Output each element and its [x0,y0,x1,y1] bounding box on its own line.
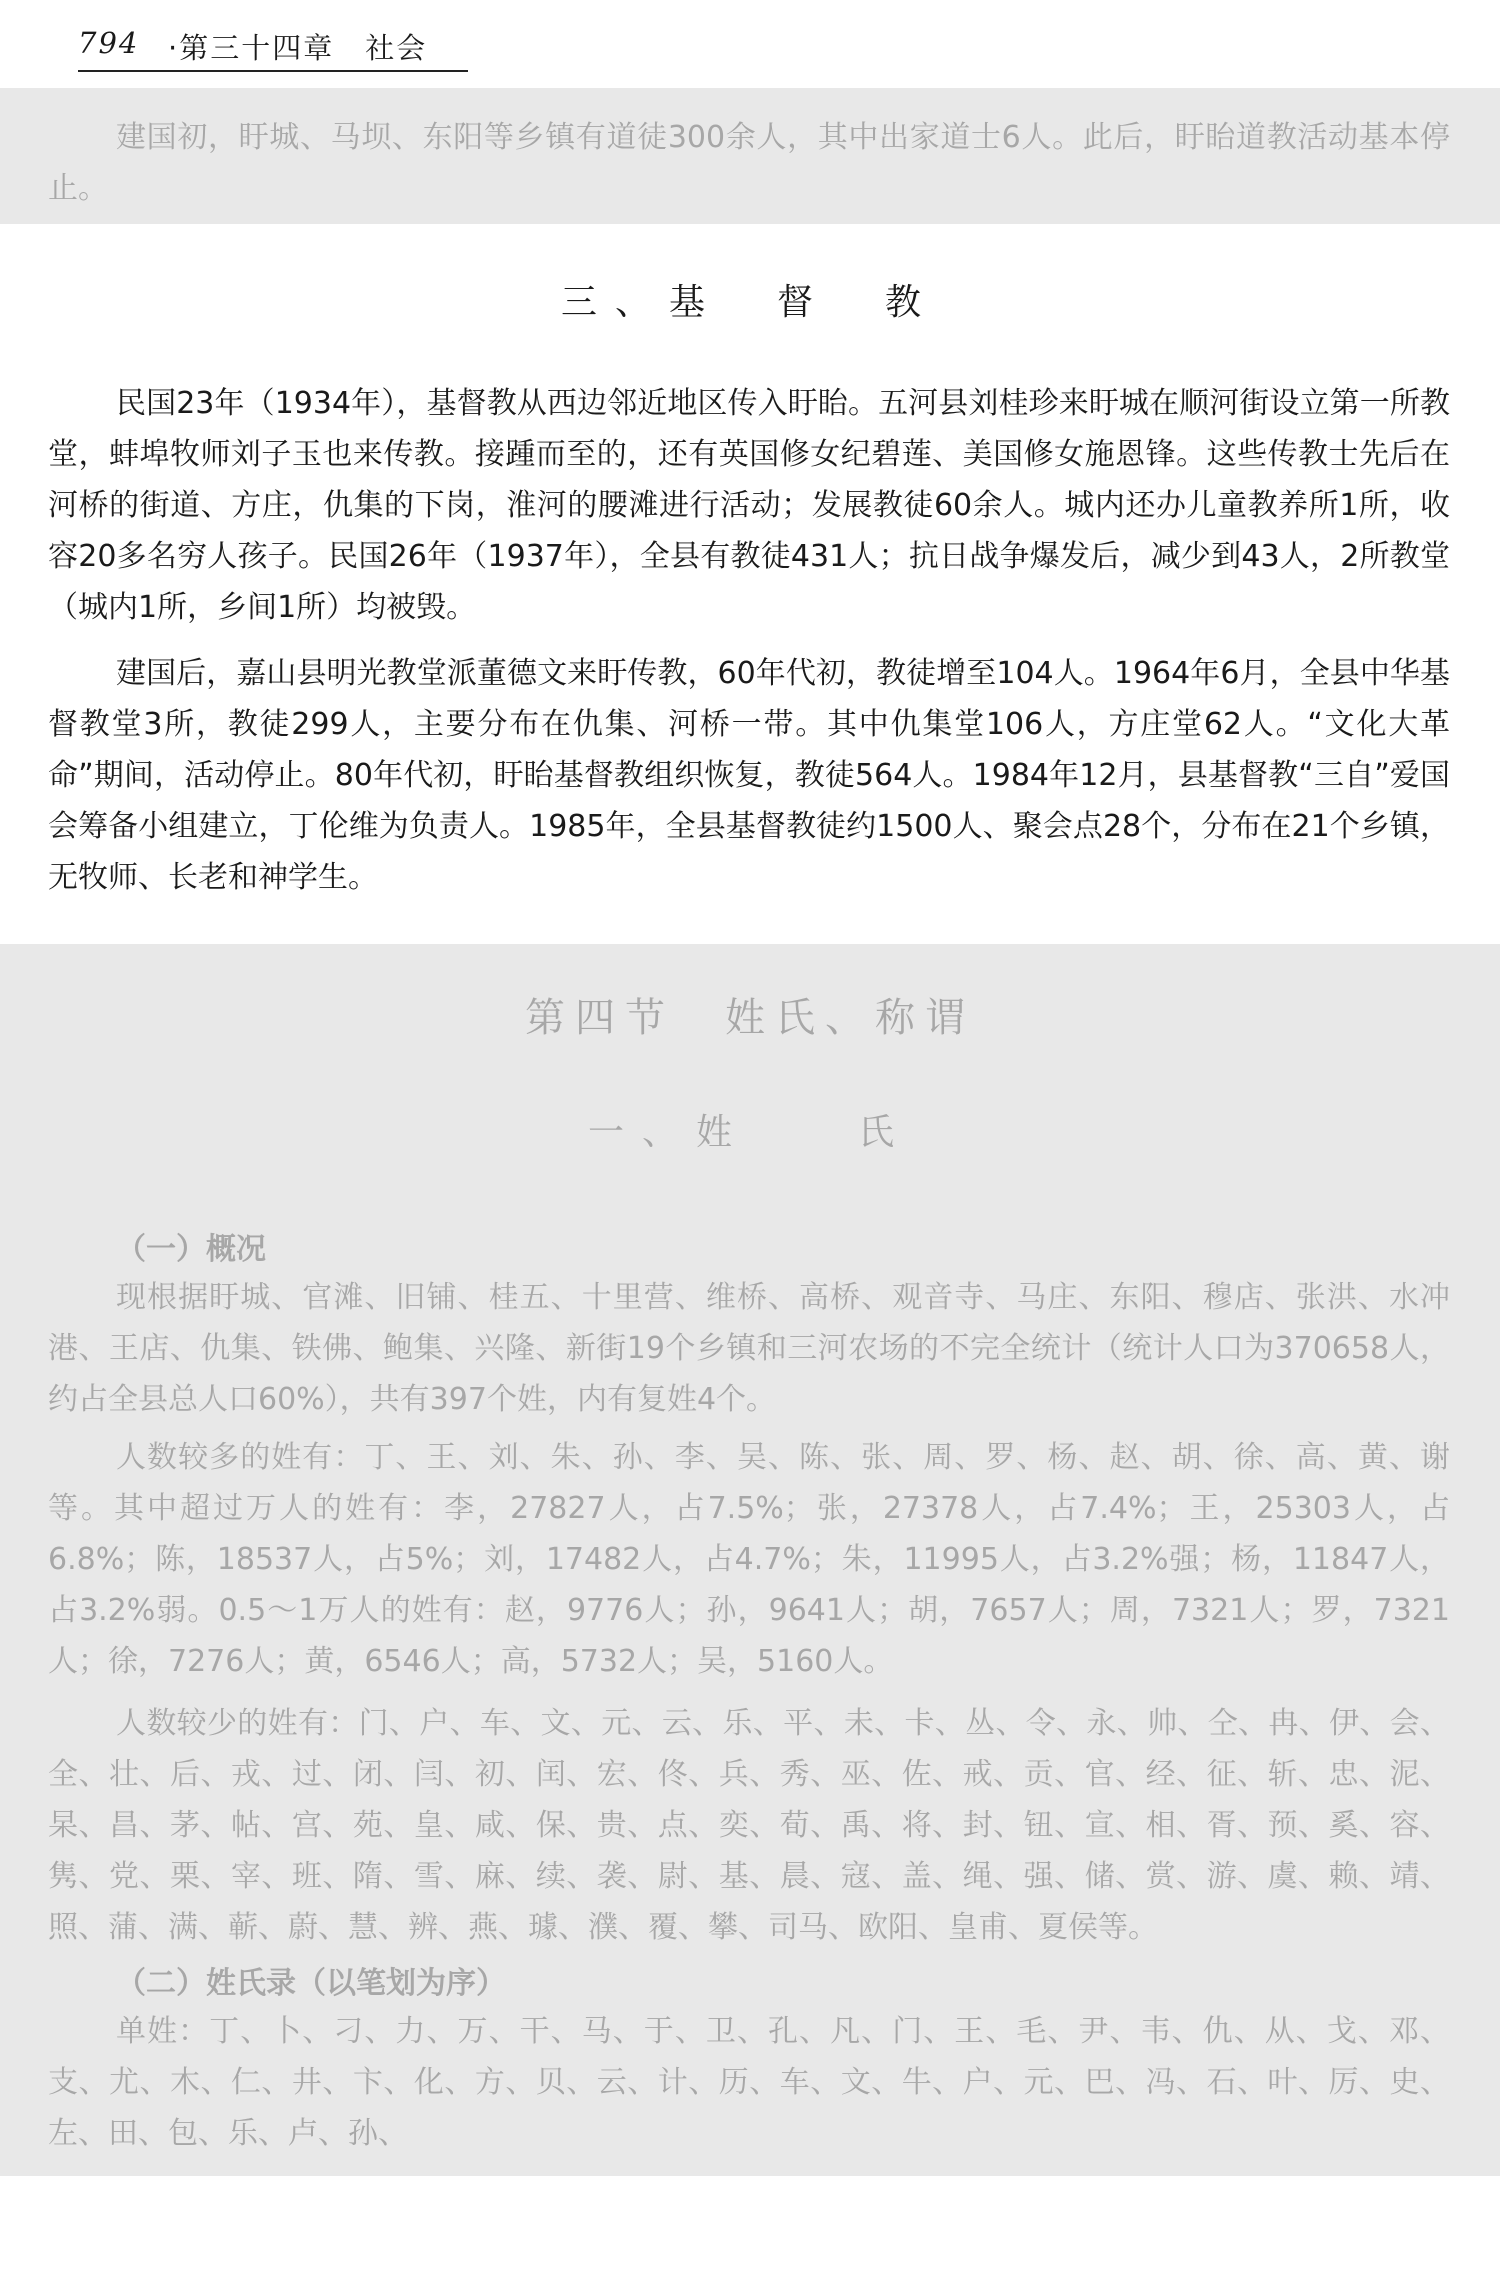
running-head: ·第三十四章 社会 [168,31,428,65]
christianity-heading: 三、基 督 教 [560,282,939,323]
overview-paragraph-2: 人数较多的姓有：丁、王、刘、朱、孙、李、吴、陈、张、周、罗、杨、赵、胡、徐、高、黄、谢等。其中超过万人的姓有：李，27827人，占7.5%；张，27378人，占7.4%；王，25303人，占6.8%；陈，18537人，占5%；刘，17482人，占4.7%；朱，11995人，占3.2%强；杨，11847人，占3.2%弱。0.5～1万人的姓有：赵，9776人；孙，9641人；胡，7657人；周，7321人；罗，7321人；徐，7276人；黄，6546人；高，5732人；吴，5160人。 [48,1440,1451,1679]
overview-paragraph-1: 现根据盱城、官滩、旧铺、桂五、十里营、维桥、高桥、观音寺、马庄、东阳、穆店、张洪、水冲港、王店、仇集、铁佛、鲍集、兴隆、新街19个乡镇和三河农场的不完全统计（统计人口为370658人，约占全县总人口60%），共有397个姓，内有复姓4个。 [48,1280,1450,1417]
christianity-paragraph-1: 民国23年（1934年），基督教从西边邻近地区传入盱眙。五河县刘桂珍来盱城在顺河街设立第一所教堂，蚌埠牧师刘子玉也来传教。接踵而至的，还有英国修女纪碧莲、美国修女施恩锋。这些传教士先后在河桥的街道、方庄，仇集的下岗，淮河的腰滩进行活动；发展教徒60余人。城内还办儿童教养所1所，收容20多名穷人孩子。民国26年（1937年），全县有教徒431人；抗日战争爆发后，减少到43人，2所教堂（城内1所，乡间1所）均被毁。 [48,386,1450,625]
page-header [0,0,1500,88]
faded-band-top [0,88,1500,224]
register-paragraph: 单姓：丁、卜、刁、力、万、干、马、于、卫、孔、凡、门、王、毛、尹、韦、仇、从、戈、邓、支、尤、木、仁、井、卞、化、方、贝、云、计、历、车、文、牛、户、元、巴、冯、石、叶、厉、史、左、田、包、乐、卢、孙、 [48,2014,1450,2151]
register-title: （二）姓氏录（以笔划为序） [116,1966,506,2001]
page-bottom-margin [0,2176,1500,2282]
christianity-paragraph-2: 建国后，嘉山县明光教堂派董德文来盱传教，60年代初，教徒增至104人。1964年6月，全县中华基督教堂3所，教徒299人，主要分布在仇集、河桥一带。其中仇集堂106人，方庄堂62人。“文化大革命”期间，活动停止。80年代初，盱眙基督教组织恢复，教徒564人。1984年12月，县基督教“三自”爱国会筹备小组建立，丁伦维为负责人。1985年，全县基督教徒约1500人、聚会点28个，分布在21个乡镇，无牧师、长老和神学生。 [48,656,1450,895]
taoism-closing-paragraph: 建国初，盱城、马坝、东阳等乡镇有道徒300余人，其中出家道士6人。此后，盱眙道教活动基本停止。 [48,120,1450,206]
page-number: 794 [78,26,140,60]
surname-subheading: 一、姓 氏 [587,1112,912,1153]
section4-heading: 第四节 姓氏、称谓 [525,995,975,1041]
overview-paragraph-3: 人数较少的姓有：门、户、车、文、元、云、乐、平、未、卡、丛、令、永、帅、仝、冉、伊、会、全、壮、后、戎、过、闭、闫、初、闰、宏、佟、兵、秀、巫、佐、戒、贡、官、经、征、斩、忠、泥、杲、昌、茅、帖、宫、苑、皇、咸、保、贵、点、奕、荀、禹、将、封、钮、宣、相、胥、预、奚、容、隽、党、栗、宰、班、隋、雪、麻、续、袭、尉、基、晨、寇、盖、绳、强、储、赏、游、虞、赖、靖、照、蒲、满、蕲、蔚、慧、辨、燕、璩、濮、覆、攀、司马、欧阳、皇甫、夏侯等。 [48,1706,1450,1945]
faded-band-bottom [0,944,1500,2176]
overview-title: （一）概况 [116,1232,266,1267]
header-rule [78,70,468,72]
